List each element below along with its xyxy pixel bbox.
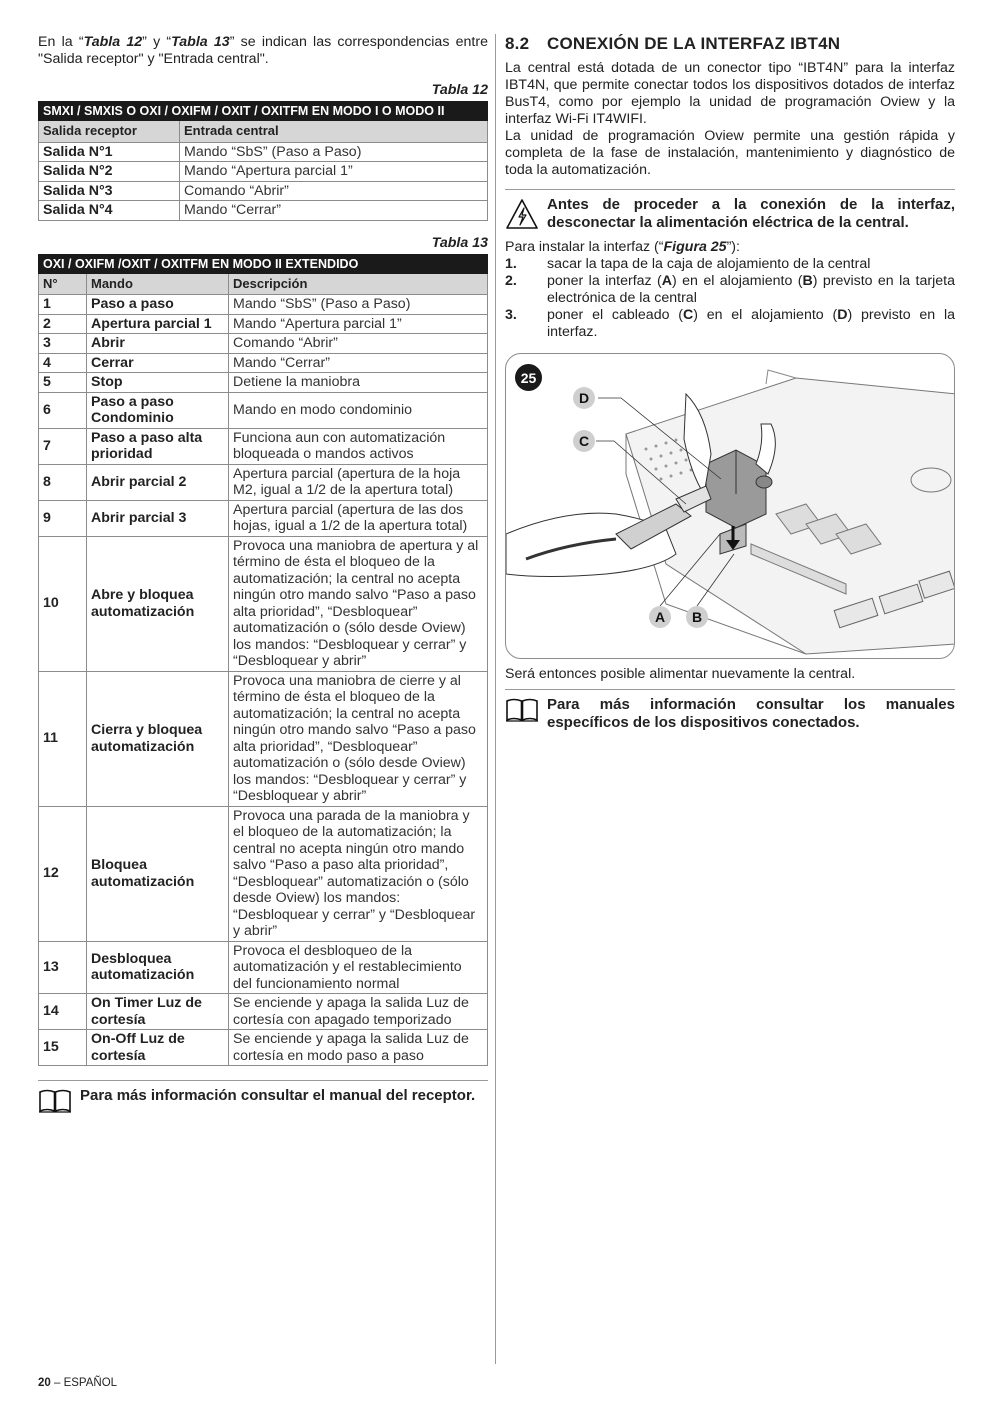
table-cell: 14 [39,994,87,1030]
table-cell: 3 [39,334,87,354]
table-13-title: OXI / OXIFM /OXIT / OXITFM EN MODO II EXTENDIDO [39,254,488,273]
table-cell: Apertura parcial (apertura de las dos hojas, igual a 1/2 de la apertura total) [229,500,488,536]
table-cell: Apertura parcial 1 [87,314,229,334]
table-cell: Mando “Apertura parcial 1” [180,162,488,182]
table-cell: Mando “Apertura parcial 1” [229,314,488,334]
table-cell: Desbloquea automatización [87,941,229,994]
table-cell: 2 [39,314,87,334]
page-footer [38,1377,117,1389]
book-icon [505,698,541,724]
table-row [39,353,488,373]
table-cell: Se enciende y apaga la salida Luz de cortesía con apagado temporizado [229,994,488,1030]
table-12-header-receiver: Salida receptor [39,121,180,143]
table-cell: Bloquea automatización [87,806,229,941]
table-cell: Mando en modo condominio [229,392,488,428]
table-12-caption: Tabla 12 [431,82,488,98]
install-steps [505,256,955,341]
table-row [39,536,488,671]
warning-text: Antes de proceder a la conexión de la interfaz, desconectar la alimentación eléctrica de la central. [547,196,955,231]
table-cell: Salida N°3 [39,181,180,201]
table-cell: 6 [39,392,87,428]
table-row [39,1030,488,1066]
table-cell: Provoca una parada de la maniobra y el bloqueo de la automatización; la central no acepta ningún otro mando salvo “Paso a paso alta prioridad”, “Desbloquear” automatización o (sólo desde Oview) los mandos: “Desbloquear y cerrar” y “Desbloquear y abrir” [229,806,488,941]
column-divider [495,34,496,1364]
table-cell: Paso a paso alta prioridad [87,428,229,464]
table-cell: On Timer Luz de cortesía [87,994,229,1030]
table-cell: Stop [87,373,229,393]
table-cell: Funciona aun con automatización bloqueada o mandos activos [229,428,488,464]
table-cell: Abrir parcial 3 [87,500,229,536]
table-cell: Salida N°2 [39,162,180,182]
table-cell: Paso a paso Condominio [87,392,229,428]
table-cell: Provoca una maniobra de cierre y al término de ésta el bloqueo de la automatización; la central no acepta ningún otro mando salvo “Paso a paso alta prioridad”, “Desbloquear” automatización o (sólo desde Oview) los mandos: “Desbloquear y cerrar” y “Desbloquear y abrir” [229,671,488,806]
table-12 [38,101,488,221]
language-label: – ESPAÑOL [50,1377,118,1389]
receiver-manual-note [38,1080,488,1115]
table-cell: Provoca una maniobra de apertura y al término de ésta el bloqueo de la automatización; la central no acepta ningún otro mando salvo “Paso a paso alta prioridad”, “Desbloquear” automatización o (sólo desde Oview) los mandos: “Desbloquear y cerrar” y “Desbloquear y abrir” [229,536,488,671]
table-row [39,142,488,162]
table-row [39,334,488,354]
table-row [39,806,488,941]
table-cell: 1 [39,295,87,315]
table-cell: Cerrar [87,353,229,373]
list-item: 3. poner el cableado (C) en el alojamiento (D) previsto en la interfaz. [505,307,955,340]
table-cell: Mando “Cerrar” [229,353,488,373]
table-row [39,428,488,464]
table-13-header-description: Descripción [229,273,488,295]
figure-label-c: C [573,430,595,452]
table-13-header-command: Mando [87,273,229,295]
left-column [38,34,488,1115]
page-number: 20 [38,1377,51,1389]
intro-paragraph: En la “Tabla 12” y “Tabla 13” se indican las correspondencias entre "Salida receptor" y "Entrada central". [38,34,488,67]
section-intro-1: La central está dotada de un conector tipo “IBT4N” para la interfaz IBT4N, que permite conectar todos los dispositivos dotados de interfaz BusT4, como por ejemplo la unidad de programación Oview y la interfaz Wi-Fi IT4WIFI. [505,60,955,127]
table-cell: 11 [39,671,87,806]
table-cell: Salida N°4 [39,201,180,221]
table-cell: 5 [39,373,87,393]
after-figure-text: Será entonces posible alimentar nuevamente la central. [505,666,856,682]
install-intro: Para instalar la interfaz (“Figura 25”): [505,239,740,255]
table-13 [38,254,488,1067]
power-warning [505,189,955,232]
table-row [39,941,488,994]
table-cell: Provoca el desbloqueo de la automatización y el restablecimiento del funcionamiento normal [229,941,488,994]
table-cell: Comando “Abrir” [180,181,488,201]
table-cell: 9 [39,500,87,536]
table-cell: Se enciende y apaga la salida Luz de cortesía en modo paso a paso [229,1030,488,1066]
table-cell: Apertura parcial (apertura de la hoja M2, igual a 1/2 de la apertura total) [229,464,488,500]
table-cell: On-Off Luz de cortesía [87,1030,229,1066]
table-row [39,994,488,1030]
list-item: 2. poner la interfaz (A) en el alojamiento (B) previsto en la tarjeta electrónica de la central [505,273,955,306]
table-row [39,373,488,393]
table-cell: Cierra y bloquea automatización [87,671,229,806]
table-cell: Salida N°1 [39,142,180,162]
table-row [39,314,488,334]
table-cell: Comando “Abrir” [229,334,488,354]
section-number: 8.2 [505,34,530,53]
table-row [39,162,488,182]
table-row [39,181,488,201]
book-icon [38,1089,74,1115]
figure-label-b: B [686,606,708,628]
table-row [39,464,488,500]
table-cell: Abrir [87,334,229,354]
note-text: Para más información consultar el manual del receptor. [80,1087,476,1104]
section-title: CONEXIÓN DE LA INTERFAZ IBT4N [547,34,841,53]
table-row [39,201,488,221]
table-row [39,671,488,806]
figure-25 [505,353,955,659]
table-cell: 7 [39,428,87,464]
table-row [39,392,488,428]
table-row [39,500,488,536]
list-item: 1. sacar la tapa de la caja de alojamiento de la central [505,256,871,272]
right-column [505,34,955,732]
table-cell: Mando “SbS” (Paso a Paso) [180,142,488,162]
table-12-header-central: Entrada central [180,121,488,143]
table-cell: Paso a paso [87,295,229,315]
table-cell: 10 [39,536,87,671]
table-cell: Mando “SbS” (Paso a Paso) [229,295,488,315]
figure-label-d: D [573,387,595,409]
table-cell: 15 [39,1030,87,1066]
note-text: Para más información consultar los manuales específicos de los dispositivos conectados. [547,696,955,731]
table-13-header-number: N° [39,273,87,295]
table-row [39,295,488,315]
section-intro-2: La unidad de programación Oview permite una gestión rápida y completa de la fase de instalación, mantenimiento y diagnóstico de toda la automatización. [505,128,955,178]
table-cell: 4 [39,353,87,373]
warning-lightning-icon [505,198,541,232]
table-cell: Abre y bloquea automatización [87,536,229,671]
table-cell: 13 [39,941,87,994]
devices-manual-note [505,689,955,732]
table-cell: Detiene la maniobra [229,373,488,393]
figure-number-badge: 25 [515,364,542,391]
table-cell: Abrir parcial 2 [87,464,229,500]
table-13-caption: Tabla 13 [431,234,488,251]
table-cell: 8 [39,464,87,500]
table-12-title: SMXI / SMXIS O OXI / OXIFM / OXIT / OXITFM EN MODO I O MODO II [39,102,488,121]
section-heading [505,34,955,54]
figure-label-a: A [649,606,671,628]
table-cell: 12 [39,806,87,941]
table-cell: Mando “Cerrar” [180,201,488,221]
